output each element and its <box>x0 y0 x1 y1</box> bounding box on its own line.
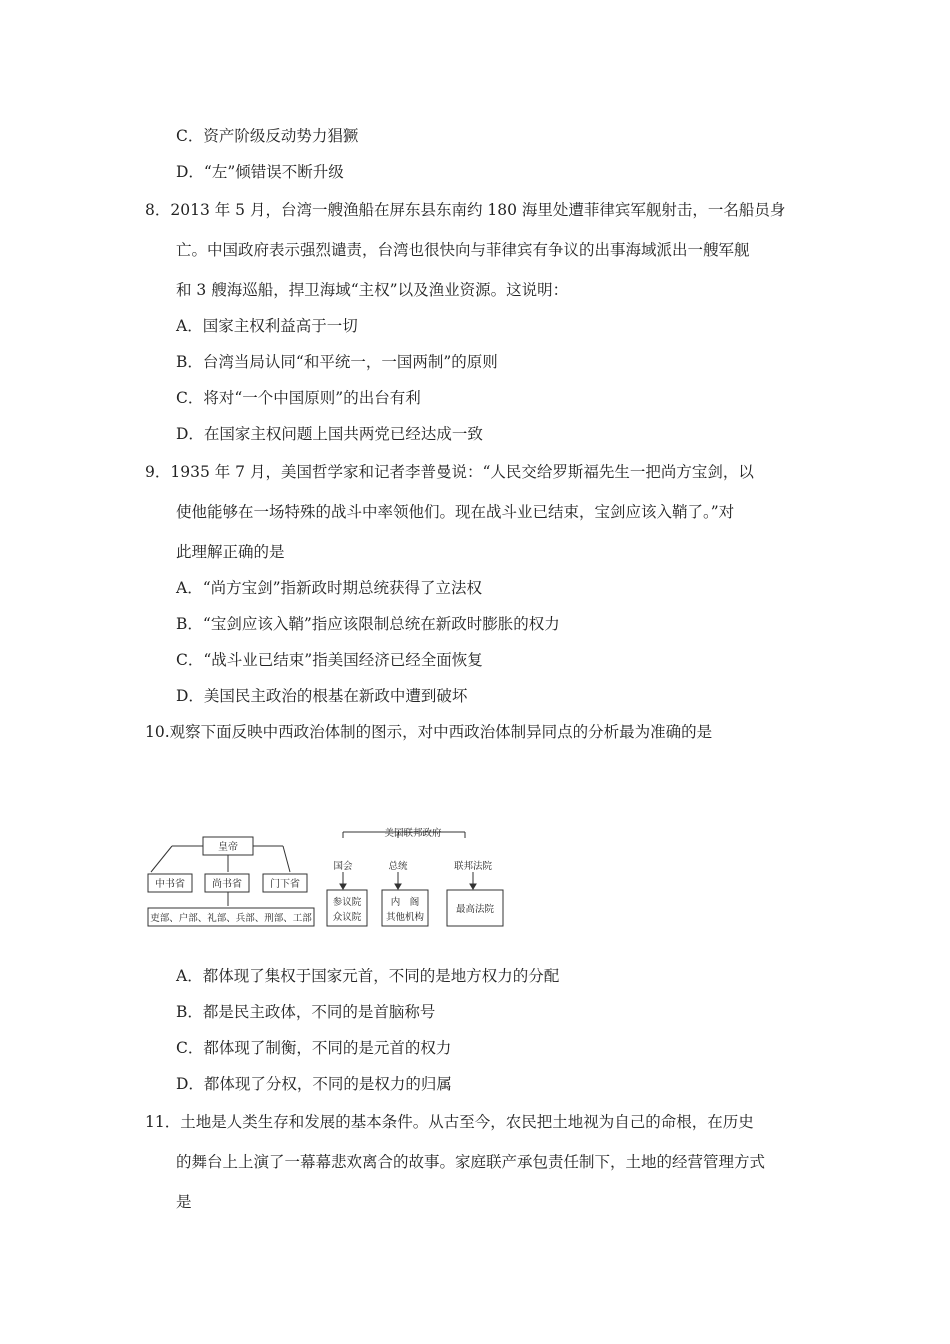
label-federal-courts: 联邦法院 <box>453 861 493 872</box>
q8-stem-line1: 8．2013 年 5 月，台湾一艘渔船在屏东县东南约 180 海里处遭菲律宾军舰射击，一名船员身 <box>145 201 786 219</box>
label-other-agencies: 其他机构 <box>385 912 425 923</box>
label-six-ministries: 吏部、户部、礼部、兵部、刑部、工部 <box>150 913 312 924</box>
label-us-federal-government: 美国联邦政府 <box>384 828 442 839</box>
label-zhongshu: 中书省 <box>155 879 185 890</box>
q9-stem-line2: 使他能够在一场特殊的战斗中率领他们。现在战斗业已结束，宝剑应该入鞘了。”对 <box>176 503 735 521</box>
q10-stem-line1: 10.观察下面反映中西政治体制的图示，对中西政治体制异同点的分析最为准确的是 <box>145 723 713 741</box>
label-supreme-court: 最高法院 <box>455 904 495 915</box>
label-congress: 国会 <box>333 861 353 872</box>
q10-option-b: B．都是民主政体，不同的是首脑称号 <box>176 1003 436 1021</box>
q8-stem-line3: 和 3 艘海巡船，捍卫海域“主权”以及渔业资源。这说明： <box>176 281 569 299</box>
q7-option-c: C．资产阶级反动势力猖獗 <box>176 127 359 145</box>
q11-stem-line2: 的舞台上上演了一幕幕悲欢离合的故事。家庭联产承包责任制下，土地的经营管理方式 <box>176 1153 766 1171</box>
q10-option-a: A．都体现了集权于国家元首，不同的是地方权力的分配 <box>176 967 560 985</box>
q8-option-c: C．将对“一个中国原则”的出台有利 <box>176 389 421 407</box>
q11-stem-line3: 是 <box>176 1193 192 1211</box>
q10-option-c: C．都体现了制衡，不同的是元首的权力 <box>176 1039 452 1057</box>
q8-option-d: D．在国家主权问题上国共两党已经达成一致 <box>176 425 483 443</box>
diagram-us-government <box>325 824 510 930</box>
q8-stem-line2: 亡。中国政府表示强烈谴责，台湾也很快向与菲律宾有争议的出事海域派出一艘军舰 <box>176 241 750 259</box>
q7-option-d: D．“左”倾错误不断升级 <box>176 163 344 181</box>
label-emperor: 皇帝 <box>218 842 238 853</box>
diagram-china-government <box>145 828 320 932</box>
label-senate: 参议院 <box>332 897 362 908</box>
q8-option-a: A．国家主权利益高于一切 <box>176 317 358 335</box>
q9-option-b: B．“宝剑应该入鞘”指应该限制总统在新政时膨胀的权力 <box>176 615 560 633</box>
label-president: 总统 <box>388 861 408 872</box>
q11-stem-line1: 11．土地是人类生存和发展的基本条件。从古至今，农民把土地视为自己的命根，在历史 <box>145 1113 754 1131</box>
q8-option-b: B．台湾当局认同“和平统一，一国两制”的原则 <box>176 353 498 371</box>
label-house: 众议院 <box>332 912 362 923</box>
label-cabinet: 内 阁 <box>390 897 420 908</box>
q9-option-d: D．美国民主政治的根基在新政中遭到破坏 <box>176 687 468 705</box>
q9-stem-line3: 此理解正确的是 <box>176 543 285 561</box>
q9-option-a: A．“尚方宝剑”指新政时期总统获得了立法权 <box>176 579 483 597</box>
label-menxia: 门下省 <box>270 879 300 890</box>
label-shangshu: 尚书省 <box>212 879 242 890</box>
q9-stem-line1: 9．1935 年 7 月，美国哲学家和记者李普曼说：“人民交给罗斯福先生一把尚方宝剑，以 <box>145 463 754 481</box>
q10-option-d: D．都体现了分权，不同的是权力的归属 <box>176 1075 452 1093</box>
q9-option-c: C．“战斗业已结束”指美国经济已经全面恢复 <box>176 651 483 669</box>
